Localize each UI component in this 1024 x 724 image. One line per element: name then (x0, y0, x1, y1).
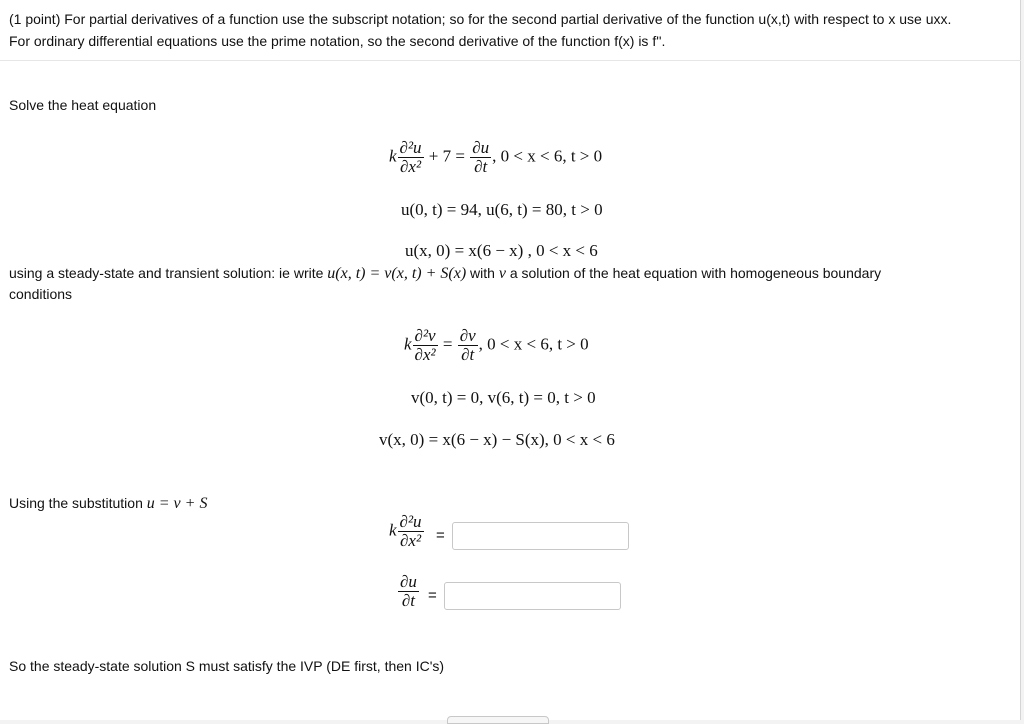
eq1-lhs-fraction (398, 139, 424, 176)
veq-lhs-den: ∂x² (414, 345, 436, 364)
veq-rhs-num: ∂v (459, 326, 476, 345)
q1-den: ∂x² (400, 531, 422, 550)
method-math: u(x, t) = v(x, t) + S(x) (327, 265, 467, 282)
eq1-rhs-fraction (470, 139, 491, 176)
v-heat-equation (404, 327, 589, 364)
q2-equals: = (428, 587, 437, 604)
eq1-condition: , 0 < x < 6, t > 0 (492, 146, 603, 166)
method-var: v (498, 265, 506, 282)
initial-condition: u(x, 0) = x(6 − x) , 0 < x < 6 (405, 241, 598, 260)
veq-mid: = (442, 334, 453, 354)
q1-equals: = (436, 527, 445, 544)
veq-rhs-den: ∂t (461, 345, 475, 364)
q2-num: ∂u (400, 572, 417, 591)
heat-equation (389, 139, 602, 176)
header-line-1: (1 point) For partial derivatives of a function use the subscript notation; so for the second partial derivative of the function u(x,t) with respect to x use uxx. (9, 11, 952, 27)
header-divider (0, 60, 1021, 61)
veq-coef: k (404, 334, 412, 354)
ut-expression (397, 573, 420, 610)
q2-den: ∂t (401, 591, 416, 610)
steady-state-text: So the steady-state solution S must satisfy the IVP (DE first, then IC's) (9, 658, 445, 674)
method-text-pre: using a steady-state and transient solution: ie write (9, 265, 324, 281)
eq1-rhs-num: ∂u (472, 138, 490, 157)
substitution-math: u = v + S (146, 495, 208, 512)
substitution-line (9, 493, 207, 514)
v-initial-condition: v(x, 0) = x(6 − x) − S(x), 0 < x < 6 (379, 430, 615, 449)
eq1-lhs-den: ∂x² (400, 157, 422, 176)
method-text-mid: with (470, 265, 495, 281)
q1-num: ∂²u (399, 512, 422, 531)
eq1-lhs-num: ∂²u (399, 138, 422, 157)
eq1-rhs-den: ∂t (474, 157, 488, 176)
eq1-coef: k (389, 146, 397, 166)
header-line-2: For ordinary differential equations use the prime notation, so the second derivative of the function f(x) is f''. (9, 33, 666, 49)
uxx-expression (389, 513, 425, 550)
next-input-edge[interactable] (447, 716, 549, 724)
veq-lhs-num: ∂²v (414, 326, 436, 345)
q1-fraction (398, 513, 424, 550)
veq-condition: , 0 < x < 6, t > 0 (478, 334, 589, 354)
veq-rhs-fraction (458, 327, 478, 364)
substitution-label: Using the substitution (9, 495, 143, 511)
q1-coef: k (389, 520, 397, 540)
intro-text: Solve the heat equation (9, 97, 157, 113)
method-line-2: conditions (9, 286, 73, 302)
method-text-post: a solution of the heat equation with homogeneous boundary (509, 265, 882, 281)
q2-fraction (398, 573, 419, 610)
ut-answer-input[interactable] (444, 582, 621, 610)
boundary-conditions: u(0, t) = 94, u(6, t) = 80, t > 0 (401, 200, 603, 219)
v-boundary-conditions: v(0, t) = 0, v(6, t) = 0, t > 0 (411, 388, 596, 407)
eq1-mid: + 7 = (428, 146, 465, 166)
uxx-answer-input[interactable] (452, 522, 629, 550)
method-line-1 (9, 263, 881, 284)
veq-lhs-fraction (413, 327, 438, 364)
